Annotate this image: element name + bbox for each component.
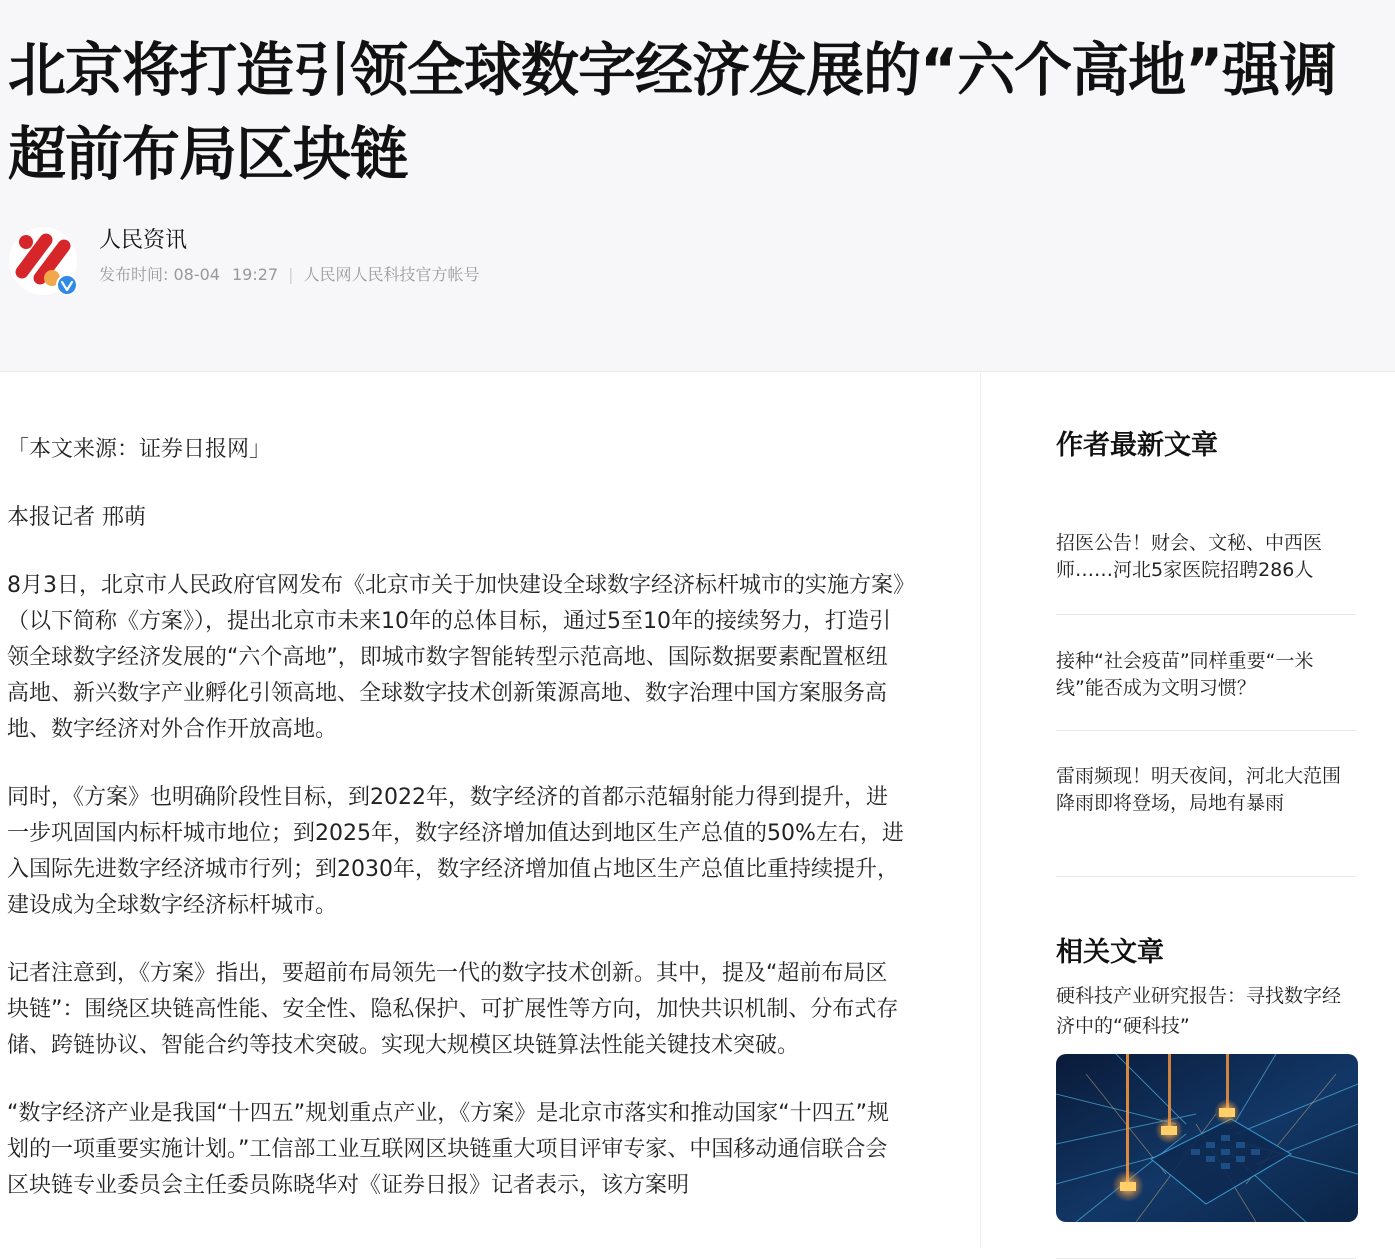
publish-time: 19:27 [231,265,279,284]
column-divider [980,373,981,1247]
article-paragraph: 记者注意到，《方案》指出，要超前布局领先一代的数字技术创新。其中，提及“超前布局区块链”：围绕区块链高性能、安全性、隐私保护、可扩展性等方向，加快共识机制、分布式存储、跨链协议、智能合约等技术突破。实现大规模区块链算法性能关键技术突破。 [7,961,899,1058]
article-header [0,0,1395,372]
article-paragraph: “数字经济产业是我国“十四五”规划重点产业，《方案》是北京市落实和推动国家“十四五”规划的一项重要实施计划。”工信部工业互联网区块链重大项目评审专家、中国移动通信联合会区块链专业委员会主任委员陈晓华对《证券日报》记者表示，该方案明 [7,1101,889,1198]
author-name[interactable]: 人民资讯 [99,228,188,253]
latest-article-link[interactable]: 招医公告！财会、文秘、中西医师……河北5家医院招聘286人 [1056,532,1323,581]
account-description: 人民网人民科技官方帐号 [303,265,480,284]
author-avatar[interactable] [8,226,78,296]
latest-articles-heading: 作者最新文章 [1056,430,1218,461]
latest-article-link[interactable]: 接种“社会疫苗”同样重要“一米线”能否成为文明习惯？ [1056,650,1314,699]
article-paragraph: 同时，《方案》也明确阶段性目标，到2022年，数字经济的首都示范辐射能力得到提升，进一步巩固国内标杆城市地位；到2025年，数字经济增加值达到地区生产总值的50%左右，进入国际先进数字经济城市行列；到2030年，数字经济增加值占地区生产总值比重持续提升，建设成为全球数字经济标杆城市。 [7,785,904,918]
article-meta [99,262,480,288]
related-article-thumbnail[interactable] [1056,1054,1358,1222]
related-article-link[interactable]: 硬科技产业研究报告：寻找数字经济中的“硬科技” [1056,985,1342,1037]
article-title: 北京将打造引领全球数字经济发展的“六个高地”强调超前布局区块链 [8,36,1337,188]
related-articles-heading: 相关文章 [1056,937,1164,968]
publish-date: 发布时间: 08-04 [99,265,220,284]
article-paragraph: 本报记者 邢萌 [7,505,146,530]
circuit-board-image-icon [1056,1054,1358,1222]
article-paragraph: 「本文来源：证券日报网」 [7,437,272,462]
latest-article-item[interactable] [1056,615,1356,731]
latest-article-item[interactable] [1056,731,1356,877]
latest-article-item[interactable] [1056,466,1356,615]
latest-article-link[interactable]: 雷雨频现！明天夜间，河北大范围降雨即将登场，局地有暴雨 [1056,765,1342,814]
article-paragraph: 8月3日，北京市人民政府官网发布《北京市关于加快建设全球数字经济标杆城市的实施方案》（以下简称《方案》），提出北京市未来10年的总体目标，通过5至10年的接续努力，打造引领全球数字经济发展的“六个高地”，即城市数字智能转型示范高地、国际数据要素配置枢纽高地、新兴数字产业孵化引领高地、全球数字技术创新策源高地、数字治理中国方案服务高地、数字经济对外合作开放高地。 [7,573,904,742]
meta-separator: | [288,265,294,284]
verified-badge-icon [56,274,78,296]
article-body [7,432,907,1236]
sidebar [1056,426,1356,1259]
